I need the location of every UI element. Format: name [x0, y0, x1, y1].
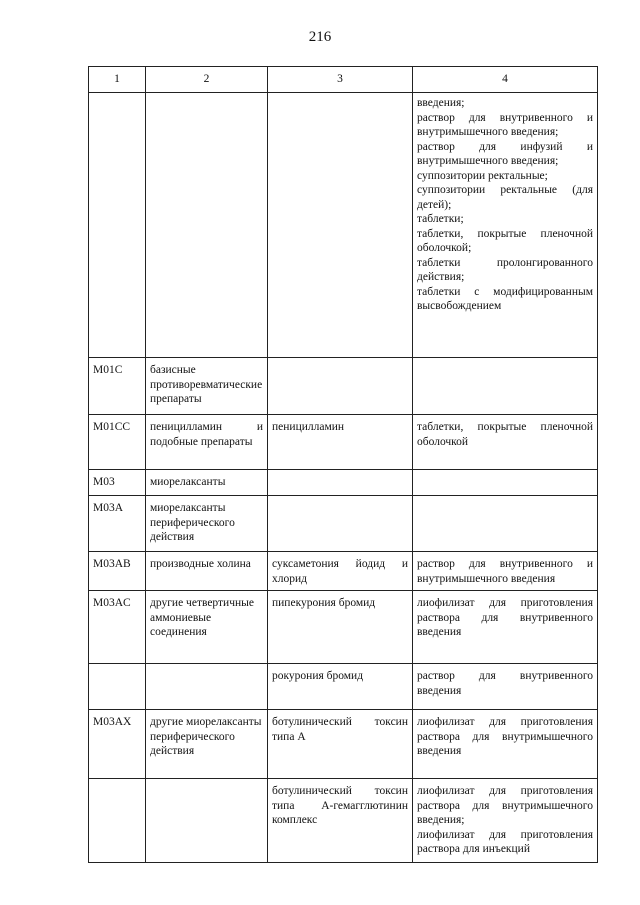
drug-cell: суксаметония йодид и хлорид: [268, 552, 413, 591]
dosage-form-line: таблетки, покрытые пленочной оболочкой: [417, 421, 593, 448]
dosage-forms-cell: [413, 591, 598, 664]
group-cell: миорелаксанты: [146, 470, 268, 496]
group-cell: базисные противоревматические препараты: [146, 358, 268, 415]
dosage-form-line: раствор для внутривенного введения: [417, 670, 593, 697]
header-cell-4: 4: [413, 67, 598, 93]
dosage-form-line: суппозитории ректальные (для детей);: [417, 184, 593, 211]
table-row: [89, 93, 598, 358]
group-cell: [146, 93, 268, 358]
drug-cell: [268, 470, 413, 496]
dosage-form-line: лиофилизат для приготовления раствора для внутривенного введения: [417, 597, 593, 638]
dosage-form-line: таблетки с модифицированным высвобождением: [417, 285, 593, 312]
atc-code-cell: M03AX: [89, 710, 146, 779]
dosage-forms-cell: [413, 470, 598, 496]
atc-code-cell: M03AC: [89, 591, 146, 664]
dosage-forms-cell: [413, 415, 598, 470]
atc-code-cell: M03A: [89, 496, 146, 552]
dosage-forms-cell: [413, 93, 598, 358]
drug-cell: [268, 93, 413, 358]
dosage-forms-cell: [413, 358, 598, 415]
dosage-form-line: раствор для внутривенного и внутримышечного введения;: [417, 111, 593, 138]
dosage-form-line: таблетки, покрытые пленочной оболочкой;: [417, 227, 593, 254]
table-row: [89, 779, 598, 863]
drug-cell: [268, 358, 413, 415]
dosage-forms-cell: [413, 552, 598, 591]
group-cell: другие миорелаксанты периферического действия: [146, 710, 268, 779]
drug-cell: ботулинический токсин типа А: [268, 710, 413, 779]
dosage-forms-cell: [413, 779, 598, 863]
medication-table: [88, 66, 598, 863]
drug-cell: рокурония бромид: [268, 664, 413, 710]
dosage-form-line: раствор для инфузий и внутримышечного введения;: [417, 140, 593, 167]
atc-code-cell: M01C: [89, 358, 146, 415]
header-cell-3: 3: [268, 67, 413, 93]
atc-code-cell: [89, 93, 146, 358]
header-cell-1: 1: [89, 67, 146, 93]
drug-cell: пеницилламин: [268, 415, 413, 470]
atc-code-cell: [89, 779, 146, 863]
dosage-form-line: раствор для внутривенного и внутримышечного введения: [417, 558, 593, 585]
table-row: [89, 415, 598, 470]
group-cell: миорелаксанты периферического действия: [146, 496, 268, 552]
table-row: [89, 358, 598, 415]
table-row: [89, 470, 598, 496]
dosage-form-line: лиофилизат для приготовления раствора для внутримышечного введения;: [417, 785, 593, 826]
table-row: [89, 591, 598, 664]
dosage-form-line: суппозитории ректальные;: [417, 169, 548, 182]
atc-code-cell: M03: [89, 470, 146, 496]
atc-code-cell: M03AB: [89, 552, 146, 591]
dosage-form-line: лиофилизат для приготовления раствора для внутримышечного введения: [417, 716, 593, 757]
group-cell: пеницилламин и подобные препараты: [146, 415, 268, 470]
atc-code-cell: [89, 664, 146, 710]
drug-cell: ботулинический токсин типа А-гемагглютинин комплекс: [268, 779, 413, 863]
table-row: [89, 496, 598, 552]
group-cell: [146, 664, 268, 710]
header-cell-2: 2: [146, 67, 268, 93]
table-row: [89, 552, 598, 591]
dosage-form-line: введения;: [417, 97, 465, 109]
dosage-form-line: лиофилизат для приготовления раствора для инъекций: [417, 828, 593, 855]
table-row: [89, 664, 598, 710]
atc-code-cell: M01CC: [89, 415, 146, 470]
group-cell: производные холина: [146, 552, 268, 591]
group-cell: [146, 779, 268, 863]
table-row: [89, 710, 598, 779]
dosage-form-line: таблетки;: [417, 213, 464, 225]
drug-cell: пипекурония бромид: [268, 591, 413, 664]
dosage-form-line: таблетки пролонгированного действия;: [417, 256, 593, 283]
drug-cell: [268, 496, 413, 552]
table-header-row: [89, 67, 598, 93]
dosage-forms-cell: [413, 496, 598, 552]
dosage-forms-cell: [413, 710, 598, 779]
group-cell: другие четвертичные аммониевые соединения: [146, 591, 268, 664]
dosage-forms-cell: [413, 664, 598, 710]
page-number: 216: [308, 29, 332, 45]
